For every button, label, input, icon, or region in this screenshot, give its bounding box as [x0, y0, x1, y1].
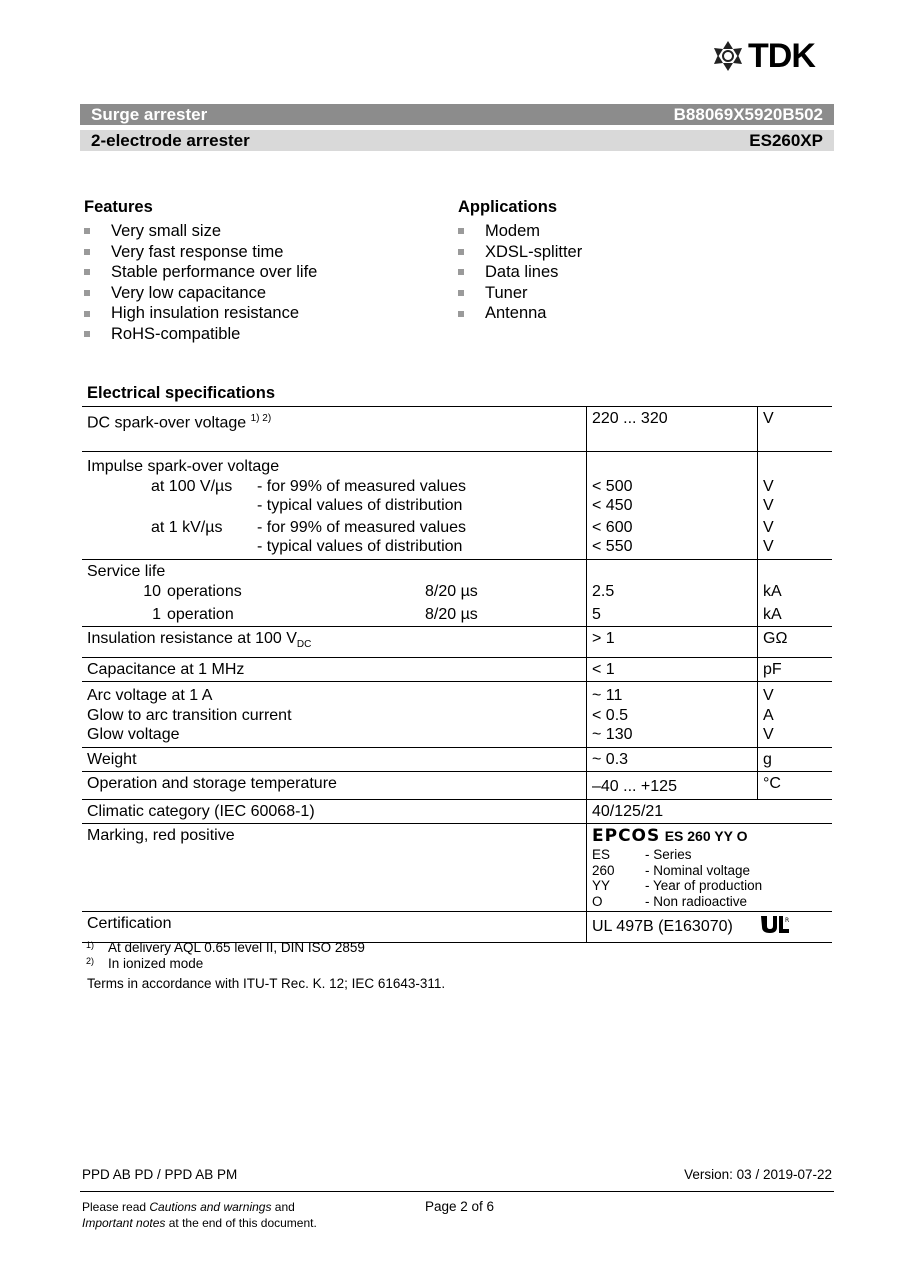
bullet-icon — [458, 311, 464, 317]
table-row — [82, 559, 832, 627]
table-row — [82, 824, 832, 912]
arc-unit: V — [763, 726, 774, 744]
impulse-rate: at 1 kV/µs — [151, 518, 223, 536]
application-item: XDSL-splitter — [458, 242, 582, 263]
insulation-value: > 1 — [587, 627, 758, 658]
table-row — [82, 657, 832, 682]
climatic-value: 40/125/21 — [587, 799, 833, 824]
arc-label: Arc voltage at 1 A — [87, 687, 213, 705]
temperature-value: –40 ... +125 — [587, 772, 758, 800]
bullet-icon — [84, 331, 90, 337]
arc-value: < 0.5 — [592, 706, 629, 724]
dc-note: 1) 2) — [250, 413, 272, 424]
ul-recognized-icon — [759, 914, 791, 940]
bullet-icon — [458, 269, 464, 275]
applications-title: Applications — [458, 198, 558, 216]
arc-unit: A — [763, 706, 774, 724]
marking-item: 260 - Nominal voltage — [592, 862, 751, 878]
impulse-unit: V — [763, 497, 774, 514]
impulse-unit: V — [763, 538, 774, 555]
feature-item: Very low capacitance — [84, 283, 317, 304]
feature-item: RoHS-compatible — [84, 324, 317, 345]
service-count: 10 — [143, 583, 161, 600]
tdk-logo — [712, 37, 815, 75]
bullet-icon — [84, 311, 90, 317]
bullet-icon — [84, 249, 90, 255]
footnote: 1) At delivery AQL 0.65 level II, DIN ISO 2859 — [86, 940, 365, 955]
service-value: 5 — [592, 605, 601, 623]
bullet-icon — [84, 290, 90, 296]
bullet-icon — [458, 290, 464, 296]
service-unit: kA — [763, 583, 782, 600]
impulse-value: < 550 — [592, 538, 633, 555]
product-name: ES260XP — [749, 130, 823, 150]
capacitance-label: Capacitance at 1 MHz — [82, 657, 587, 682]
product-type: 2-electrode arrester — [91, 130, 250, 150]
header-bar-primary — [80, 104, 834, 125]
service-count: 1 — [152, 605, 161, 623]
dc-label: DC spark-over voltage — [87, 414, 247, 432]
impulse-rate: at 100 V/µs — [151, 477, 233, 495]
arc-value: ~ 11 — [592, 687, 623, 705]
table-row — [82, 452, 832, 560]
features-list — [84, 221, 317, 345]
marking-item: ES - Series — [592, 847, 692, 863]
table-row — [82, 747, 832, 772]
header-bar-secondary — [80, 130, 834, 151]
impulse-desc: - typical values of distribution — [257, 538, 463, 555]
arc-value: ~ 130 — [592, 726, 633, 744]
feature-item: High insulation resistance — [84, 303, 317, 324]
applications-list — [458, 221, 582, 324]
bullet-icon — [458, 249, 464, 255]
arc-label: Glow to arc transition current — [87, 706, 292, 724]
temperature-unit: °C — [758, 772, 833, 800]
feature-item: Very small size — [84, 221, 317, 242]
impulse-desc: - typical values of distribution — [257, 497, 463, 514]
table-row — [82, 682, 832, 748]
insulation-label: Insulation resistance at 100 V — [87, 630, 297, 647]
bullet-icon — [84, 228, 90, 234]
features-title: Features — [84, 198, 153, 216]
dc-value: 220 ... 320 — [587, 407, 758, 452]
table-row — [82, 772, 832, 800]
certification-label: Certification — [82, 912, 587, 943]
weight-label: Weight — [82, 747, 587, 772]
cautions-link: Cautions and warnings — [149, 1200, 272, 1214]
logo-text: TDK — [748, 37, 815, 75]
epcos-logo: EPCOS — [592, 826, 661, 847]
application-item: Data lines — [458, 262, 582, 283]
marking-code: ES 260 YY O — [664, 828, 748, 845]
service-wave: 8/20 µs — [425, 605, 478, 623]
impulse-unit: V — [763, 518, 774, 536]
bullet-icon — [458, 228, 464, 234]
page-number: Page 2 of 6 — [425, 1199, 495, 1214]
footer-divider — [80, 1191, 834, 1192]
spec-title: Electrical specifications — [87, 384, 276, 402]
weight-unit: g — [758, 747, 833, 772]
application-item: Antenna — [458, 303, 582, 324]
impulse-value: < 500 — [592, 477, 633, 495]
footer-department: PPD AB PD / PPD AB PM — [82, 1167, 238, 1182]
footnote: 2) In ionized mode — [86, 956, 204, 971]
footer-notice: Please read Cautions and warnings and Important notes at the end of this document. — [82, 1200, 317, 1230]
marking-item: YY - Year of production — [592, 878, 763, 894]
certification-value: UL 497B (E163070) — [592, 918, 733, 936]
temperature-label: Operation and storage temperature — [82, 772, 587, 800]
impulse-desc: - for 99% of measured values — [257, 518, 466, 536]
table-row — [82, 407, 832, 452]
table-row — [82, 912, 832, 943]
arc-unit: V — [763, 687, 774, 705]
bullet-icon — [84, 269, 90, 275]
ordering-code: B88069X5920B502 — [673, 104, 823, 124]
marking-label: Marking, red positive — [82, 824, 587, 912]
weight-value: ~ 0.3 — [587, 747, 758, 772]
application-item: Tuner — [458, 283, 582, 304]
product-category: Surge arrester — [91, 104, 208, 124]
insulation-subscript: DC — [296, 639, 312, 651]
table-row — [82, 799, 832, 824]
impulse-label: Impulse spark-over voltage — [87, 458, 280, 475]
impulse-desc: - for 99% of measured values — [257, 477, 466, 495]
tdk-emblem-icon — [712, 40, 744, 72]
capacitance-unit: pF — [758, 657, 833, 682]
impulse-value: < 600 — [592, 518, 633, 536]
terms-note: Terms in accordance with ITU-T Rec. K. 12; IEC 61643-311. — [87, 976, 446, 991]
svg-text:R: R — [785, 917, 790, 925]
service-unit: kA — [763, 605, 782, 623]
capacitance-value: < 1 — [587, 657, 758, 682]
arc-label: Glow voltage — [87, 726, 180, 744]
feature-item: Very fast response time — [84, 242, 317, 263]
marking-item: O - Non radioactive — [592, 893, 748, 909]
application-item: Modem — [458, 221, 582, 242]
footer-version: Version: 03 / 2019-07-22 — [684, 1167, 832, 1182]
important-notes-link: Important notes — [82, 1216, 166, 1230]
impulse-unit: V — [763, 477, 774, 495]
service-value: 2.5 — [592, 583, 615, 600]
impulse-value: < 450 — [592, 497, 633, 514]
climatic-label: Climatic category (IEC 60068-1) — [82, 799, 587, 824]
service-ops: operations — [167, 583, 242, 600]
feature-item: Stable performance over life — [84, 262, 317, 283]
service-wave: 8/20 µs — [425, 583, 478, 600]
table-row — [82, 627, 832, 658]
spec-table — [82, 406, 832, 943]
service-label: Service life — [87, 562, 166, 580]
insulation-unit: GΩ — [758, 627, 833, 658]
service-ops: operation — [167, 605, 234, 623]
dc-unit: V — [758, 407, 833, 452]
